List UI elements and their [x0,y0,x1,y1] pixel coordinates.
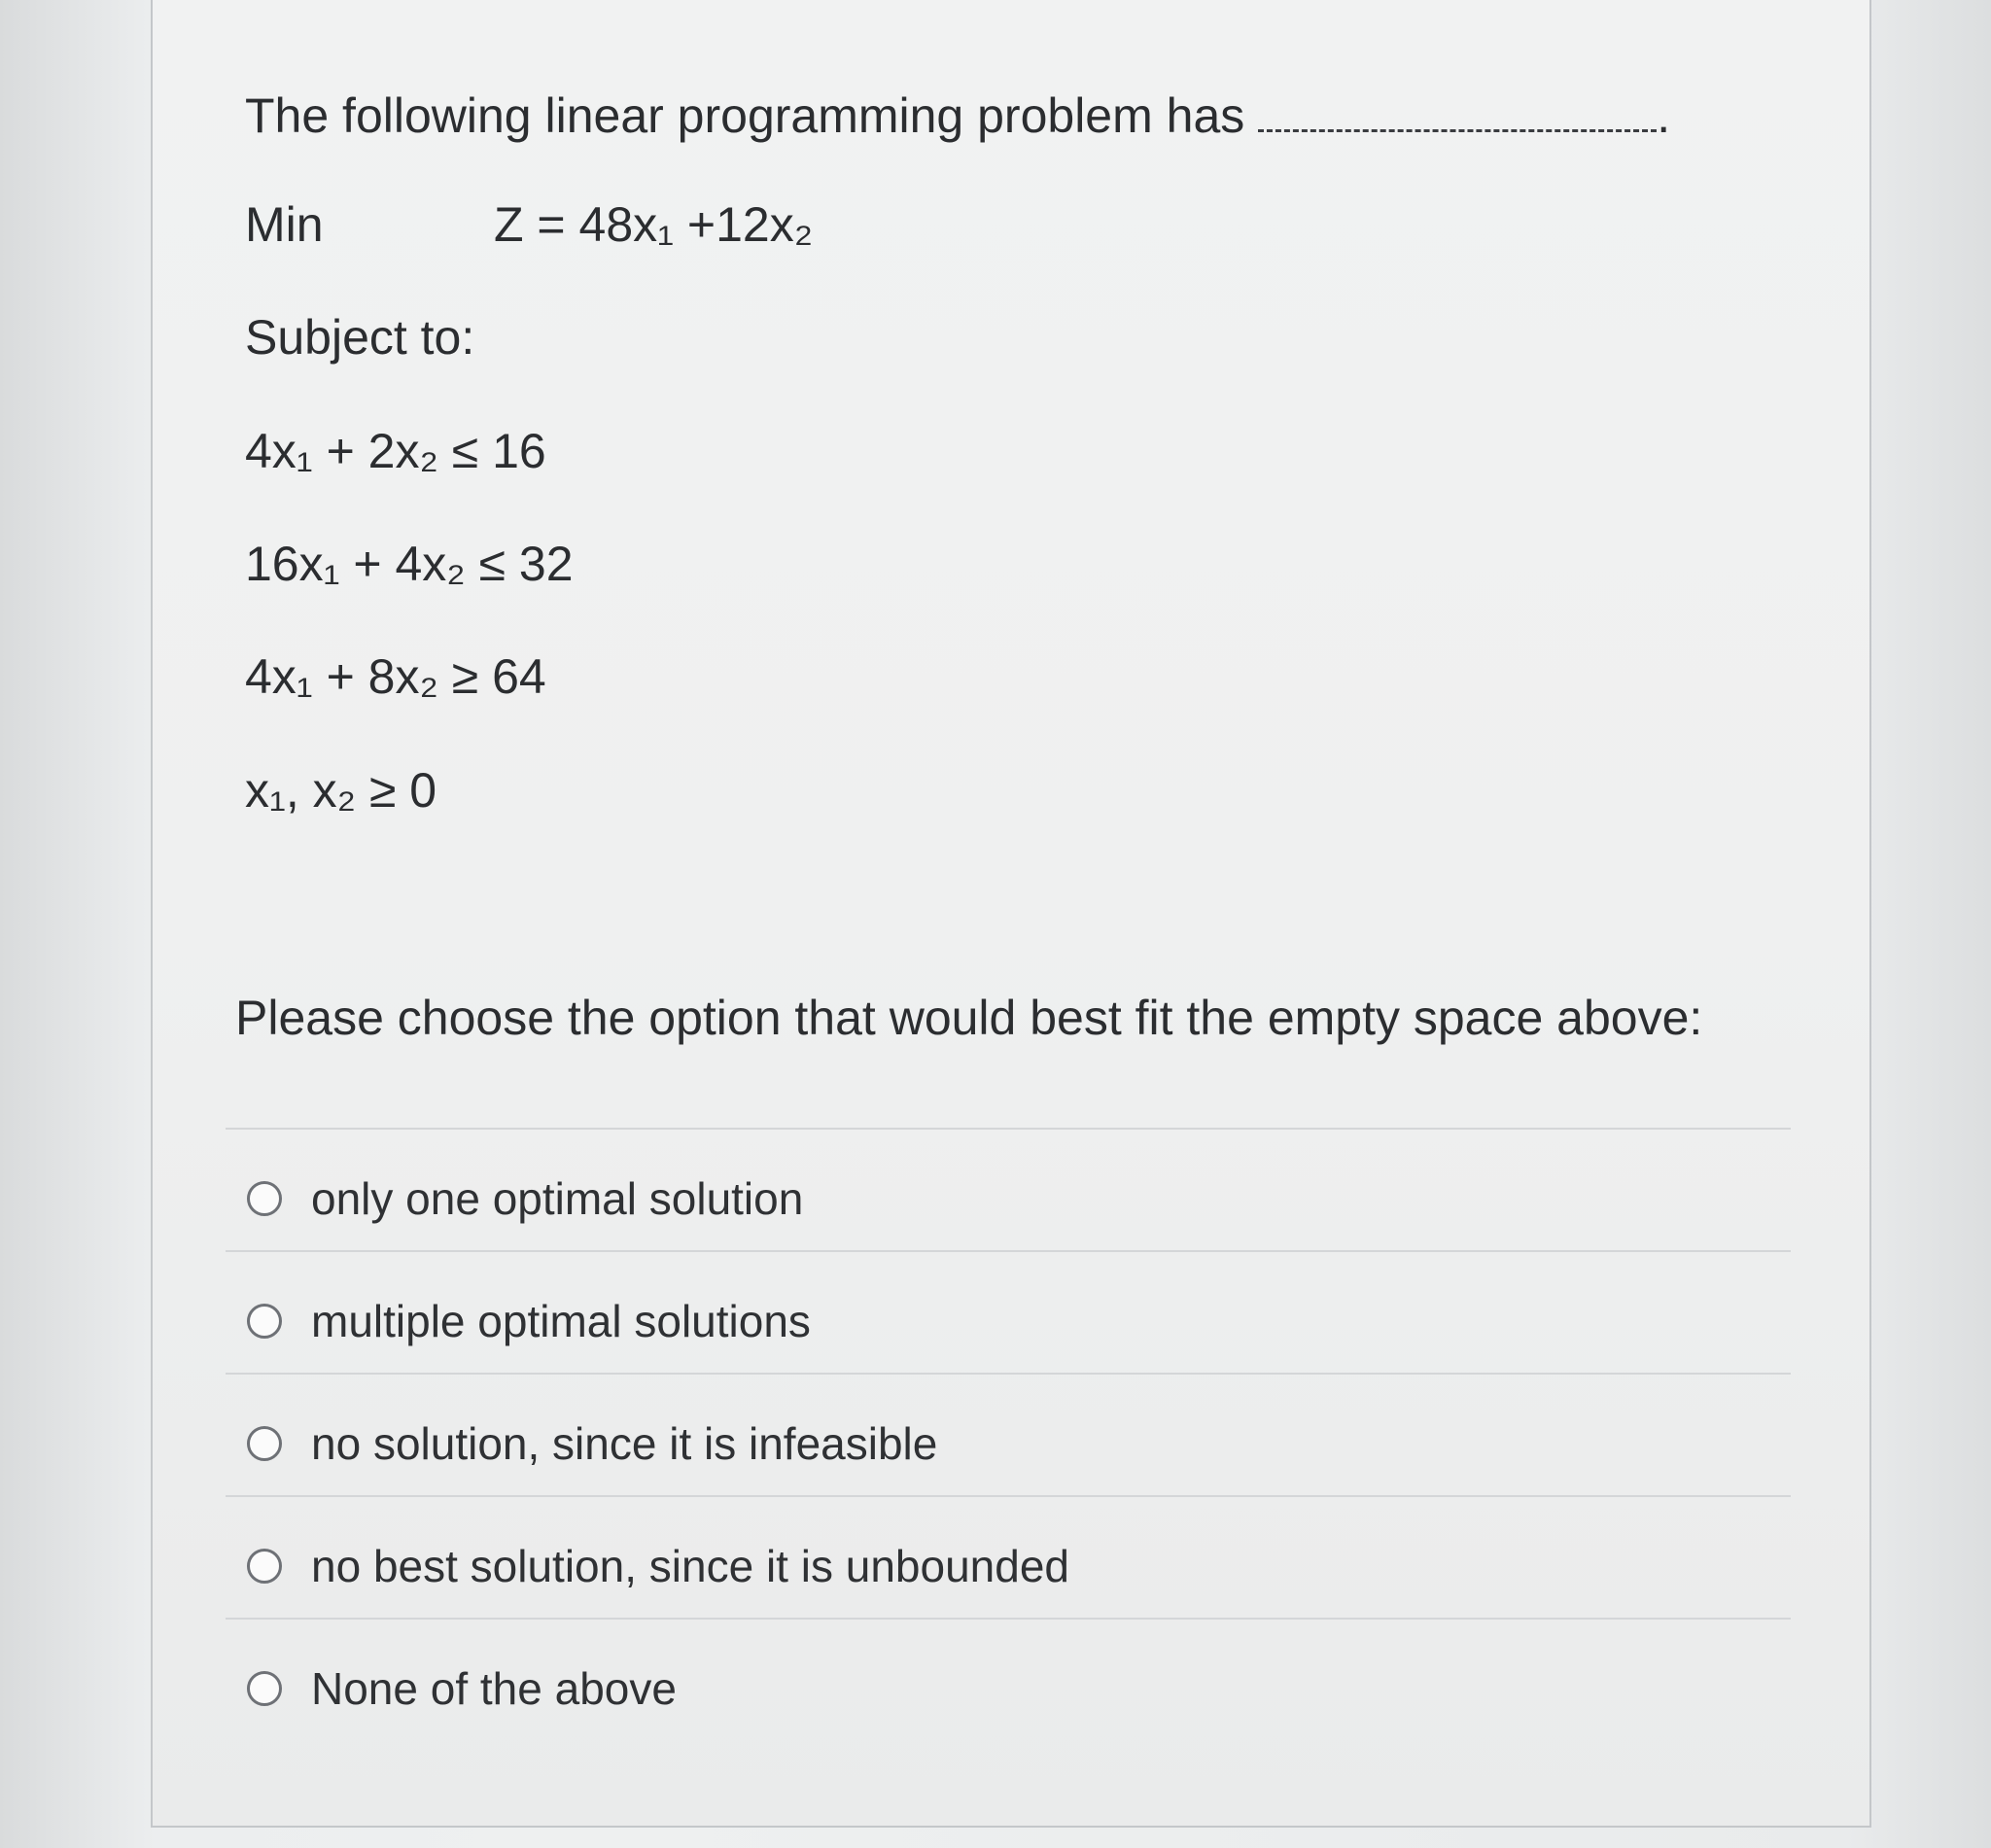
radio-button[interactable] [247,1426,282,1461]
constraint-2: 16x₁ + 4x₂ ≤ 32 [245,537,574,591]
objective-expression: Z = 48x₁ +12x₂ [494,197,814,252]
radio-button[interactable] [247,1181,282,1216]
option-only-one-optimal[interactable] [226,1128,1791,1250]
option-label[interactable]: only one optimal solution [311,1173,804,1224]
question-prompt: Please choose the option that would best fit the empty space above: [235,991,1703,1045]
option-label[interactable]: no best solution, since it is unbounded [311,1541,1069,1591]
answer-blank [1258,96,1657,132]
radio-button[interactable] [247,1304,282,1339]
constraint-3: 4x₁ + 8x₂ ≥ 64 [245,649,546,704]
question-stem-text: The following linear programming problem has [245,88,1245,143]
radio-button[interactable] [247,1671,282,1706]
option-unbounded[interactable] [226,1495,1791,1618]
objective-label: Min [245,197,324,252]
constraint-1: 4x₁ + 2x₂ ≤ 16 [245,424,546,478]
subject-to-label: Subject to: [245,310,475,365]
option-label[interactable]: no solution, since it is infeasible [311,1418,938,1469]
option-label[interactable]: None of the above [311,1663,677,1714]
answer-options [226,1128,1791,1740]
question-stem-end: . [1657,88,1671,143]
question-stem [245,86,1670,146]
radio-button[interactable] [247,1549,282,1584]
option-multiple-optimal[interactable] [226,1250,1791,1373]
constraint-nonnegativity: x₁, x₂ ≥ 0 [245,763,437,818]
option-label[interactable]: multiple optimal solutions [311,1296,811,1346]
option-none-of-the-above[interactable] [226,1618,1791,1740]
option-infeasible[interactable] [226,1373,1791,1495]
